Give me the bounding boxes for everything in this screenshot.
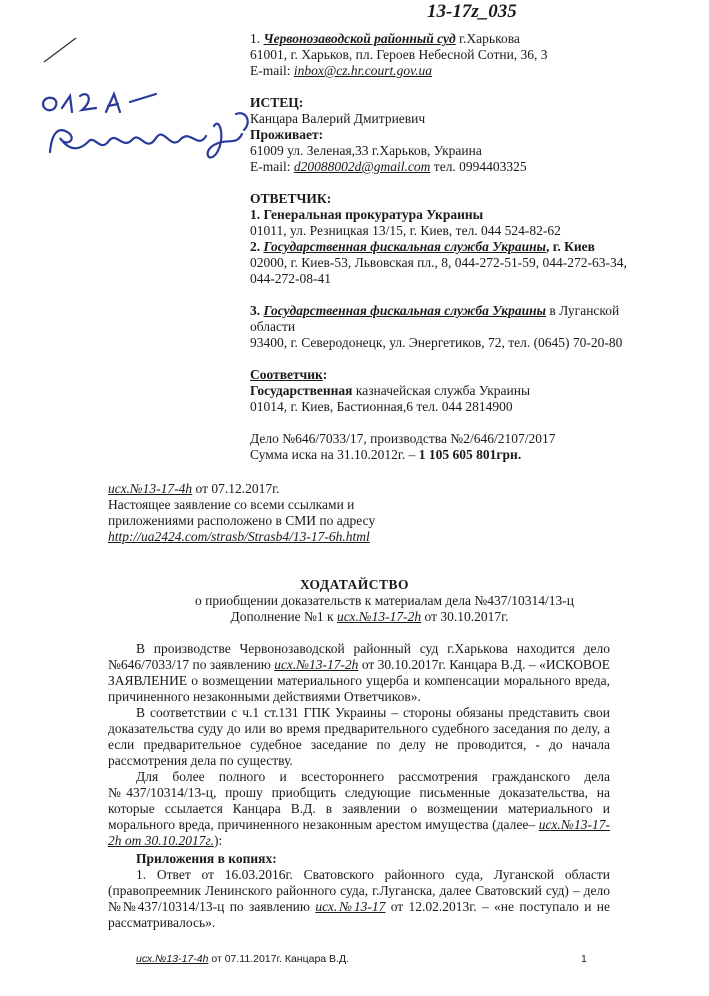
codefendant-heading [250, 367, 327, 383]
paragraph-3-ref-date: от 30.10.2017г. [121, 833, 214, 848]
publication-url-link[interactable]: http://ua2424.com/strasb/Strasb4/13-17-6h.html [108, 529, 370, 544]
court-number: 1. [250, 31, 264, 46]
paragraph-1-text-b: от 30.10.2017г. Канцара В.Д. – «ИСКОВОЕ ЗАЯВЛЕНИЕ о возмещении материального ущерба и компенсации морального вреда, причиненного незаконными действиями Ответчиков». [108, 657, 610, 704]
publication-note-line-2: приложениями расположено в СМИ по адресу [108, 513, 376, 528]
paragraph-1 [108, 641, 610, 705]
defendant-2-address-line-2: 044-272-08-41 [250, 271, 331, 286]
defendant-3-name: Государственная фискальная служба Украины [263, 303, 546, 318]
codefendant-heading-text: Соответчик [250, 367, 323, 382]
plaintiff-address: 61009 ул. Зеленая,33 г.Харьков, Украина [250, 143, 482, 158]
outgoing-ref-link[interactable]: исх.№13-17-4h [108, 481, 193, 496]
defendant-3-address: 93400, г. Северодонецк, ул. Энергетиков, 72, тел. (0645) 70-20-80 [250, 335, 623, 350]
addendum-label: Дополнение №1 к [230, 609, 337, 624]
plaintiff-heading: ИСТЕЦ: [250, 95, 304, 110]
document-subtitle: о приобщении доказательств к материалам дела №437/10314/13-ц [195, 593, 574, 608]
paragraph-3-text-a: Для более полного и всестороннего рассмотрения гражданского дела №437/10314/13-ц, прошу приобщить следующие письменные доказательства, на которые ссылается Канцара В.Д. в заявлении о возмещении материального и морального вреда, причиненного незаконным арестом имущества (далее– [108, 769, 610, 832]
defendant-3-region-line-2: области [250, 319, 296, 334]
plaintiff-phone: тел. 0994403325 [430, 159, 527, 174]
codefendant-heading-colon: : [322, 367, 328, 382]
court-address: 61001, г. Харьков, пл. Героев Небесной Сотни, 36, 3 [250, 47, 548, 62]
court-email-link[interactable]: inbox@cz.hr.court.gov.ua [293, 63, 433, 78]
plaintiff-contact-line [250, 159, 527, 175]
addendum-line [0, 609, 709, 625]
case-number: Дело №646/7033/17, производства №2/646/2107/2017 [250, 431, 556, 446]
outgoing-ref-line [108, 481, 280, 497]
footer-ref-link[interactable]: исх.№13-17-4h [136, 953, 209, 965]
defendant-2-number: 2. [250, 239, 264, 254]
paragraph-3-text-c: ): [213, 833, 223, 848]
document-id: 13-17z_035 [427, 1, 517, 22]
defendant-1-title: 1. Генеральная прокуратура Украины [250, 207, 484, 222]
paragraph-1-ref-link[interactable]: исх.№13-17-2h [274, 657, 359, 672]
plaintiff-email-label: E-mail: [250, 159, 294, 174]
paragraph-2: В соответствии с ч.1 ст.131 ГПК Украины – стороны обязаны представить свои доказательства суду до или во время предварительного судебного заседания по делу, а если предварительное судебное заседание по делу не проводится, - до начала рассмотрения дела по существу. [108, 705, 610, 768]
plaintiff-name: Канцара Валерий Дмитриевич [250, 111, 426, 126]
addendum-ref-link[interactable]: исх.№13-17-2h [336, 609, 422, 624]
paragraph-3 [108, 769, 610, 849]
document-title: ХОДАТАЙСТВО [299, 577, 410, 592]
defendant-3-title [250, 303, 619, 319]
handwritten-signature [30, 30, 270, 180]
attachment-item-1-text-a: 1. Ответ от 16.03.2016г. Сватовского районного суда, Луганской области (правопреемник Ленинского районного суда, г.Луганска, далее Сватовский суд) – дело №№437/10314/13-ц по заявлению [108, 867, 610, 914]
attachments-heading: Приложения в копиях: [136, 851, 277, 866]
defendant-heading: ОТВЕТЧИК: [250, 191, 332, 206]
defendant-2-title [250, 239, 595, 255]
footer-text: от 07.11.2017г. Канцара В.Д. [208, 953, 349, 965]
paragraph-3-ref-link[interactable]: исх.№13-17-2h [108, 817, 610, 848]
defendant-2-city: , г. Киев [545, 239, 595, 254]
court-email-line [250, 63, 432, 79]
plaintiff-email-link[interactable]: d20088002d@gmail.com [293, 159, 431, 174]
claim-amount-label: Сумма иска на 31.10.2012г. – [250, 447, 419, 462]
court-name: Червонозаводской районный суд [263, 31, 456, 46]
attachment-item-1-ref-link[interactable]: исх.№13-17 [315, 899, 386, 914]
paragraph-1-text-a: В производстве Червонозаводской районный суд г.Харькова находится дело №646/7033/17 по заявлению [108, 641, 610, 672]
outgoing-ref-date: от 07.12.2017г. [192, 481, 280, 496]
defendant-2-name: Государственная фискальная служба Украины [263, 239, 546, 254]
codefendant-name [250, 383, 530, 399]
attachment-item-1 [108, 867, 610, 931]
defendant-3-region: в Луганской [545, 303, 620, 318]
court-city: г.Харькова [455, 31, 520, 46]
publication-note-line-1: Настоящее заявление со всеми ссылками и [108, 497, 355, 512]
court-name-line [250, 31, 520, 47]
page-number: 1 [581, 953, 587, 965]
addendum-date: от 30.10.2017г. [421, 609, 509, 624]
defendant-3-number: 3. [250, 303, 264, 318]
page-footer [136, 953, 349, 965]
claim-amount-line [250, 447, 521, 463]
codefendant-address: 01014, г. Киев, Бастионная,6 тел. 044 2814900 [250, 399, 513, 414]
defendant-1-address: 01011, ул. Резницкая 13/15, г. Киев, тел. 044 524-82-62 [250, 223, 561, 238]
defendant-2-address-line-1: 02000, г. Киев-53, Львовская пл., 8, 044-272-51-59, 044-272-63-34, [250, 255, 627, 270]
attachment-item-1-text-b: от 12.02.2013г. – «не поступало и не рассматривалось». [108, 899, 611, 930]
court-email-label: E-mail: [250, 63, 294, 78]
claim-amount: 1 105 605 801грн. [418, 447, 522, 462]
plaintiff-lives-label: Проживает: [250, 127, 324, 142]
codefendant-name-rest: казначейская служба Украины [352, 383, 531, 398]
codefendant-name-bold: Государственная [250, 383, 353, 398]
